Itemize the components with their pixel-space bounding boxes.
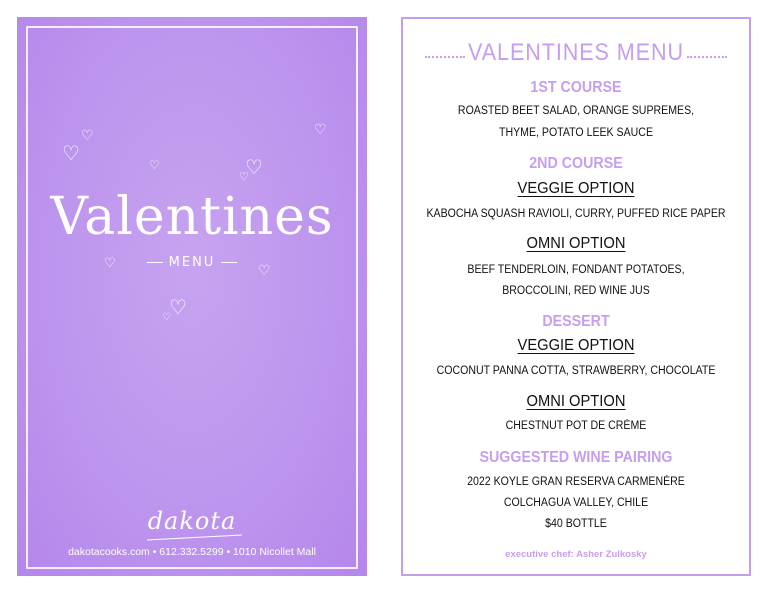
restaurant-logo: dakota	[147, 507, 237, 535]
option-label: VEGGIE OPTION	[517, 180, 635, 197]
heart-icon: ♡	[81, 128, 94, 144]
heart-icon: ♡	[245, 155, 263, 179]
divider	[147, 262, 163, 263]
heart-icon: ♡	[162, 312, 171, 323]
wine-line: $40 BOTTLE	[545, 518, 607, 530]
dish-line: CHESTNUT POT DE CRÈME	[505, 420, 647, 432]
section-heading: DESSERT	[542, 313, 610, 330]
chef-credit: executive chef: Asher Zulkosky	[505, 549, 647, 560]
cover-panel	[17, 17, 367, 576]
dish-line: THYME, POTATO LEEK SAUCE	[498, 127, 654, 139]
wine-line: 2022 KOYLE GRAN RESERVA CARMENÉRE	[467, 476, 685, 488]
divider	[221, 262, 237, 263]
heart-icon: ♡	[314, 122, 327, 138]
dish-line: KABOCHA SQUASH RAVIOLI, CURRY, PUFFED RICE PAPER	[426, 208, 726, 220]
dish-line: BROCCOLINI, RED WINE JUS	[502, 285, 650, 297]
section-heading: 2ND COURSE	[529, 155, 623, 172]
dish-line: COCONUT PANNA COTTA, STRAWBERRY, CHOCOLATE	[436, 365, 716, 377]
cover-subtitle	[17, 255, 367, 270]
menu-title: VALENTINES MENU	[468, 39, 684, 66]
heart-icon: ♡	[104, 256, 116, 271]
cover-footer: dakotacooks.com • 612.332.5299 • 1010 Nicollet Mall	[68, 546, 316, 558]
option-label: OMNI OPTION	[526, 393, 626, 410]
dish-line: BEEF TENDERLOIN, FONDANT POTATOES,	[467, 264, 685, 276]
heart-icon: ♡	[169, 295, 187, 319]
wine-line: COLCHAGUA VALLEY, CHILE	[503, 497, 649, 509]
cover-title: Valentines	[50, 187, 334, 247]
dish-line: ROASTED BEET SALAD, ORANGE SUPREMES,	[457, 105, 695, 117]
menu-header	[403, 29, 749, 65]
section-heading: SUGGESTED WINE PAIRING	[479, 449, 673, 466]
cover-frame	[26, 26, 358, 569]
menu-panel	[401, 17, 751, 576]
heart-icon: ♡	[258, 263, 271, 279]
option-label: OMNI OPTION	[526, 235, 626, 252]
cover-subtitle-text: MENU	[168, 255, 216, 270]
section-heading: 1ST COURSE	[530, 79, 622, 96]
divider	[687, 56, 727, 58]
heart-icon: ♡	[149, 158, 160, 172]
heart-icon: ♡	[239, 170, 249, 183]
heart-icon: ♡	[62, 141, 80, 165]
option-label: VEGGIE OPTION	[517, 337, 635, 354]
